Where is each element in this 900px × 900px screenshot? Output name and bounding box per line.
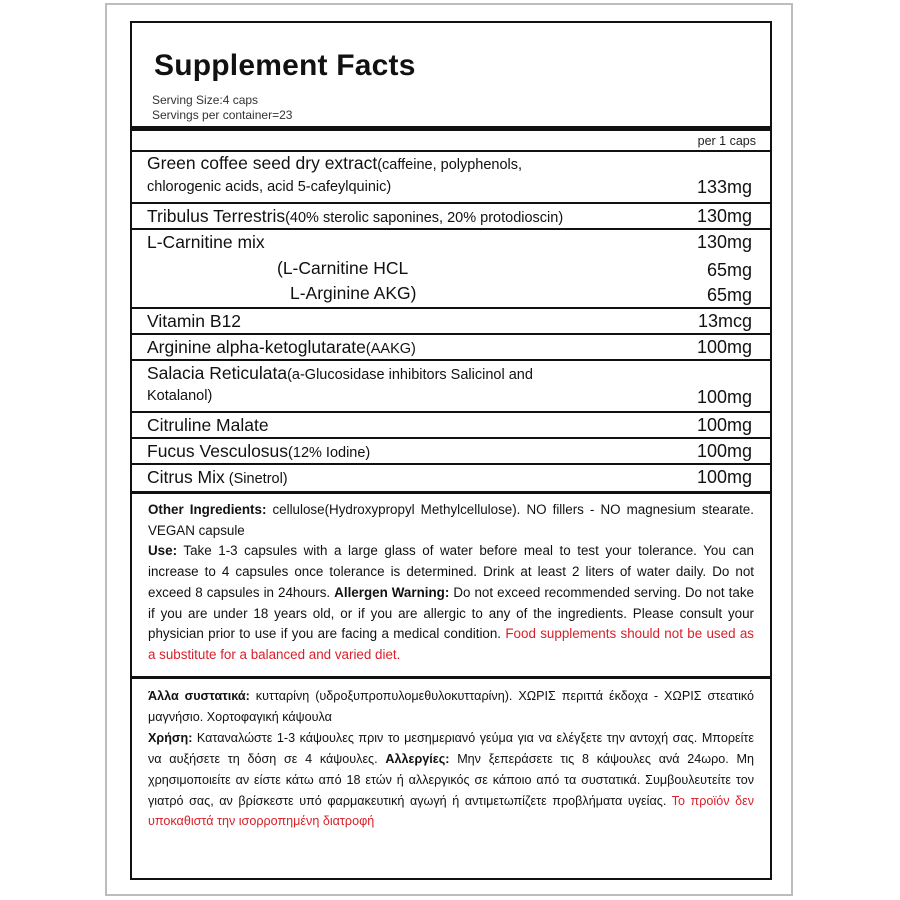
- ingredient-amount: 13mcg: [697, 311, 752, 331]
- ingredient-amount: 130mg: [696, 232, 752, 252]
- ingredient-name: Citrus Mix (Sinetrol): [147, 467, 288, 487]
- per-serving-label: per 1 caps: [697, 134, 756, 148]
- ingredient-name: Green coffee seed dry extract(caffeine, polyphenols,: [147, 153, 523, 173]
- ingredient-name: (L-Carnitine HCL: [277, 258, 409, 278]
- ingredient-row: [132, 256, 770, 282]
- ingredient-amount: 65mg: [706, 285, 752, 305]
- allergen-warning-text: Do not exceed recommended serving. Do not take if you are under 18 years old, or if you are allergic to any of the ingredients. Please consult your physician prior to use if you are facing a medical condition.: [148, 584, 754, 642]
- greek-allergen-text: Μην ξεπεράσετε τις 8 κάψουλες ανά 24ωρο. Μη χρησιμοποιείτε αν είστε κάτω από 18 ετών ή αλλεργικός σε κάποιο από τα συστατικά. Συμβουλευτείτε τον γιατρό σας, αν βρίσκεστε υπό φαρμακευτική αγωγή ή αντιμετωπίζετε προβλήματα υγείας.: [148, 751, 754, 808]
- ingredient-row: [132, 204, 770, 228]
- ingredient-amount: 100mg: [696, 441, 752, 461]
- greek-directions: [132, 679, 770, 832]
- ingredient-name: Salacia Reticulata(a-Glucosidase inhibitors Salicinol and: [147, 363, 533, 383]
- ingredient-amount: 133mg: [696, 177, 752, 197]
- english-directions: [132, 494, 770, 676]
- ingredient-row: [132, 361, 770, 411]
- ingredient-name: Tribulus Terrestris(40% sterolic saponines, 20% protodioscin): [147, 206, 564, 226]
- ingredient-name: L-Carnitine mix: [147, 232, 265, 252]
- ingredient-row: [132, 230, 770, 256]
- ingredient-name: Vitamin B12: [147, 311, 242, 331]
- ingredient-amount: 100mg: [696, 337, 752, 357]
- other-ingredients-text: cellulose(Hydroxypropyl Methylcellulose). NO fillers - NO magnesium stearate. VEGAN capsule: [148, 502, 754, 538]
- per-serving-header: [132, 131, 770, 150]
- ingredient-amount: 100mg: [696, 415, 752, 435]
- ingredient-row: [132, 335, 770, 359]
- serving-size: Serving Size:4 caps: [152, 93, 259, 107]
- greek-food-supplement-warning: Το προϊόν δεν υποκαθιστά την ισορροπημένη διατροφή: [148, 793, 754, 829]
- ingredient-name: Fucus Vesculosus(12% Iodine): [147, 441, 371, 461]
- ingredient-row: [132, 152, 770, 202]
- ingredient-row: [132, 439, 770, 463]
- ingredient-row: [132, 465, 770, 491]
- greek-other-ingredients-label: Άλλα συστατικά:: [148, 689, 250, 703]
- ingredient-name: L-Arginine AKG): [290, 283, 417, 303]
- supplement-facts-label: [130, 21, 772, 880]
- ingredient-amount: 130mg: [696, 206, 752, 226]
- label-header: [132, 23, 770, 126]
- greek-use-label: Χρήση:: [148, 730, 193, 745]
- ingredient-detail: Kotalanol): [147, 388, 213, 404]
- allergen-warning-label: Allergen Warning:: [334, 584, 450, 600]
- ingredient-row: [132, 282, 770, 307]
- ingredient-amount: 100mg: [696, 387, 752, 407]
- greek-use-text: Καταναλώστε 1-3 κάψουλες πριν το μεσημεριανό γεύμα για να ελέγξετε την αντοχή σας. Μπορείτε να αυξήσετε τη δόση σε 4 κάψουλες.: [148, 730, 754, 766]
- ingredient-name: Citruline Malate: [147, 415, 269, 435]
- greek-other-ingredients-text: κυτταρίνη (υδροξυπροπυλομεθυλοκυτταρίνη). ΧΩΡΙΣ περιττά έκδοχα - ΧΩΡΙΣ στεατικό μαγνήσιο. Χορτοφαγική κάψουλα: [148, 689, 755, 724]
- use-text: Take 1-3 capsules with a large glass of water before meal to test your tolerance. You can increase to 4 capsules once tolerance is determined. Drink at least 2 liters of water daily. Do not exceed 8 capsules in 24hours.: [148, 543, 754, 600]
- ingredient-amount: 100mg: [696, 467, 752, 487]
- ingredient-amount: 65mg: [706, 260, 752, 280]
- ingredient-row: [132, 413, 770, 437]
- servings-per-container: Servings per container=23: [152, 108, 293, 122]
- greek-allergen-label: Αλλεργίες:: [385, 751, 450, 766]
- ingredient-row: [132, 309, 770, 333]
- ingredient-name: Arginine alpha-ketoglutarate(AAKG): [147, 337, 416, 357]
- ingredient-detail: chlorogenic acids, acid 5-cafeylquinic): [147, 179, 392, 195]
- other-ingredients-label: Other Ingredients:: [148, 502, 267, 517]
- serving-info: [152, 93, 292, 123]
- food-supplement-warning: Food supplements should not be used as a substitute for a balanced and varied diet.: [148, 626, 754, 662]
- label-title: Supplement Facts: [154, 49, 416, 82]
- use-label: Use:: [148, 543, 178, 559]
